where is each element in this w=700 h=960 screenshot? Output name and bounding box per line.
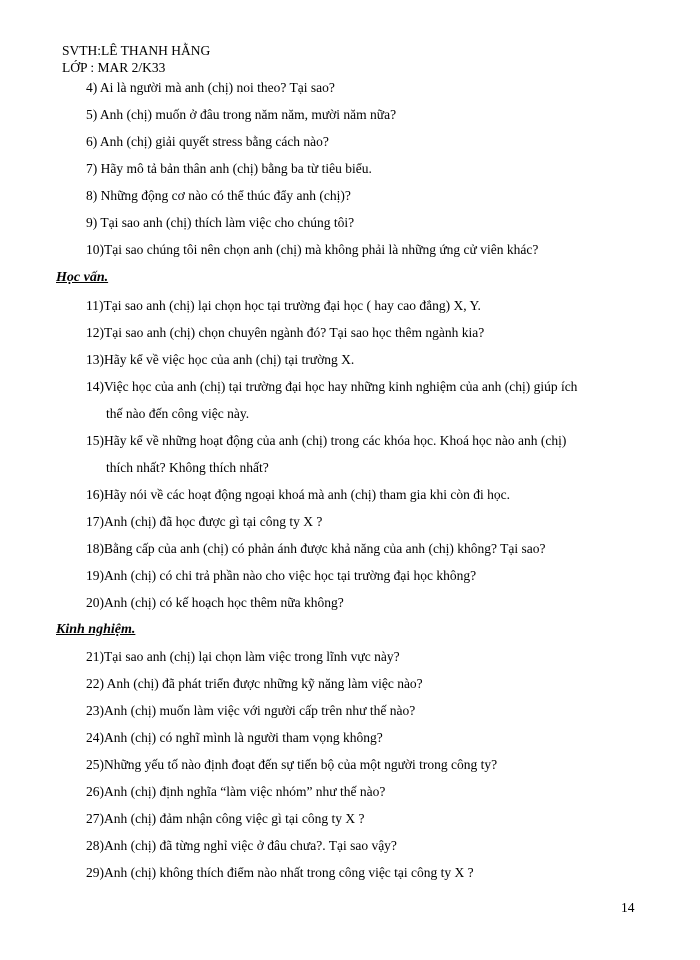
question-item-continued: thế nào đến công việc này.: [106, 406, 250, 421]
question-item: 16)Hãy nói về các hoạt động ngoại khoá mà anh (chị) tham gia khi còn đi học.: [86, 487, 510, 502]
question-item: 28)Anh (chị) đã từng nghỉ việc ở đâu chưa?. Tại sao vậy?: [86, 838, 397, 853]
question-item: 7) Hãy mô tả bản thân anh (chị) bằng ba từ tiêu biểu.: [86, 161, 372, 176]
question-item: 20)Anh (chị) có kế hoạch học thêm nữa không?: [86, 595, 344, 610]
question-item: 11)Tại sao anh (chị) lại chọn học tại trường đại học ( hay cao đẳng) X, Y.: [86, 298, 481, 313]
question-item: 17)Anh (chị) đã học được gì tại công ty X ?: [86, 514, 323, 529]
question-item: 6) Anh (chị) giải quyết stress bằng cách nào?: [86, 134, 329, 149]
page-number: 14: [621, 900, 635, 915]
document-header: [62, 42, 210, 76]
question-item: 24)Anh (chị) có nghĩ mình là người tham vọng không?: [86, 730, 383, 745]
question-item: 13)Hãy kể về việc học của anh (chị) tại trường X.: [86, 352, 355, 367]
question-item: 23)Anh (chị) muốn làm việc với người cấp trên như thế nào?: [86, 703, 416, 718]
question-item: 27)Anh (chị) đảm nhận công việc gì tại công ty X ?: [86, 811, 365, 826]
question-item: 21)Tại sao anh (chị) lại chọn làm việc trong lĩnh vực này?: [86, 649, 400, 664]
question-item: 29)Anh (chị) không thích điểm nào nhất trong công việc tại công ty X ?: [86, 865, 474, 880]
question-item: 8) Những động cơ nào có thể thúc đẩy anh (chị)?: [86, 188, 351, 203]
question-item: 15)Hãy kể về những hoạt động của anh (chị) trong các khóa học. Khoá học nào anh (chị): [86, 433, 567, 448]
class-line: LỚP : MAR 2/K33: [62, 60, 166, 75]
question-item: 4) Ai là người mà anh (chị) noi theo? Tại sao?: [86, 80, 335, 95]
section-heading-experience: Kinh nghiệm.: [56, 622, 136, 637]
question-item: 19)Anh (chị) có chi trả phần nào cho việc học tại trường đại học không?: [86, 568, 477, 583]
question-item: 22) Anh (chị) đã phát triển được những kỹ năng làm việc nào?: [86, 676, 423, 691]
question-item: 26)Anh (chị) định nghĩa “làm việc nhóm” như thế nào?: [86, 784, 386, 799]
question-item-continued: thích nhất? Không thích nhất?: [106, 460, 269, 475]
question-item: 12)Tại sao anh (chị) chọn chuyên ngành đó? Tại sao học thêm ngành kia?: [86, 325, 485, 340]
section-heading-education: Học vấn.: [56, 270, 109, 285]
question-item: 14)Việc học của anh (chị) tại trường đại học hay những kinh nghiệm của anh (chị) giúp ích: [86, 379, 578, 394]
author-line: SVTH:LÊ THANH HẰNG: [62, 43, 211, 58]
question-item: 5) Anh (chị) muốn ở đâu trong năm năm, mười năm nữa?: [86, 107, 397, 122]
question-item: 25)Những yếu tố nào định đoạt đến sự tiến bộ của một người trong công ty?: [86, 757, 498, 772]
question-item: 9) Tại sao anh (chị) thích làm việc cho chúng tôi?: [86, 215, 355, 230]
question-item: 10)Tại sao chúng tôi nên chọn anh (chị) mà không phải là những ứng cử viên khác?: [86, 242, 539, 257]
question-item: 18)Bằng cấp của anh (chị) có phản ánh được khả năng của anh (chị) không? Tại sao?: [86, 541, 546, 556]
